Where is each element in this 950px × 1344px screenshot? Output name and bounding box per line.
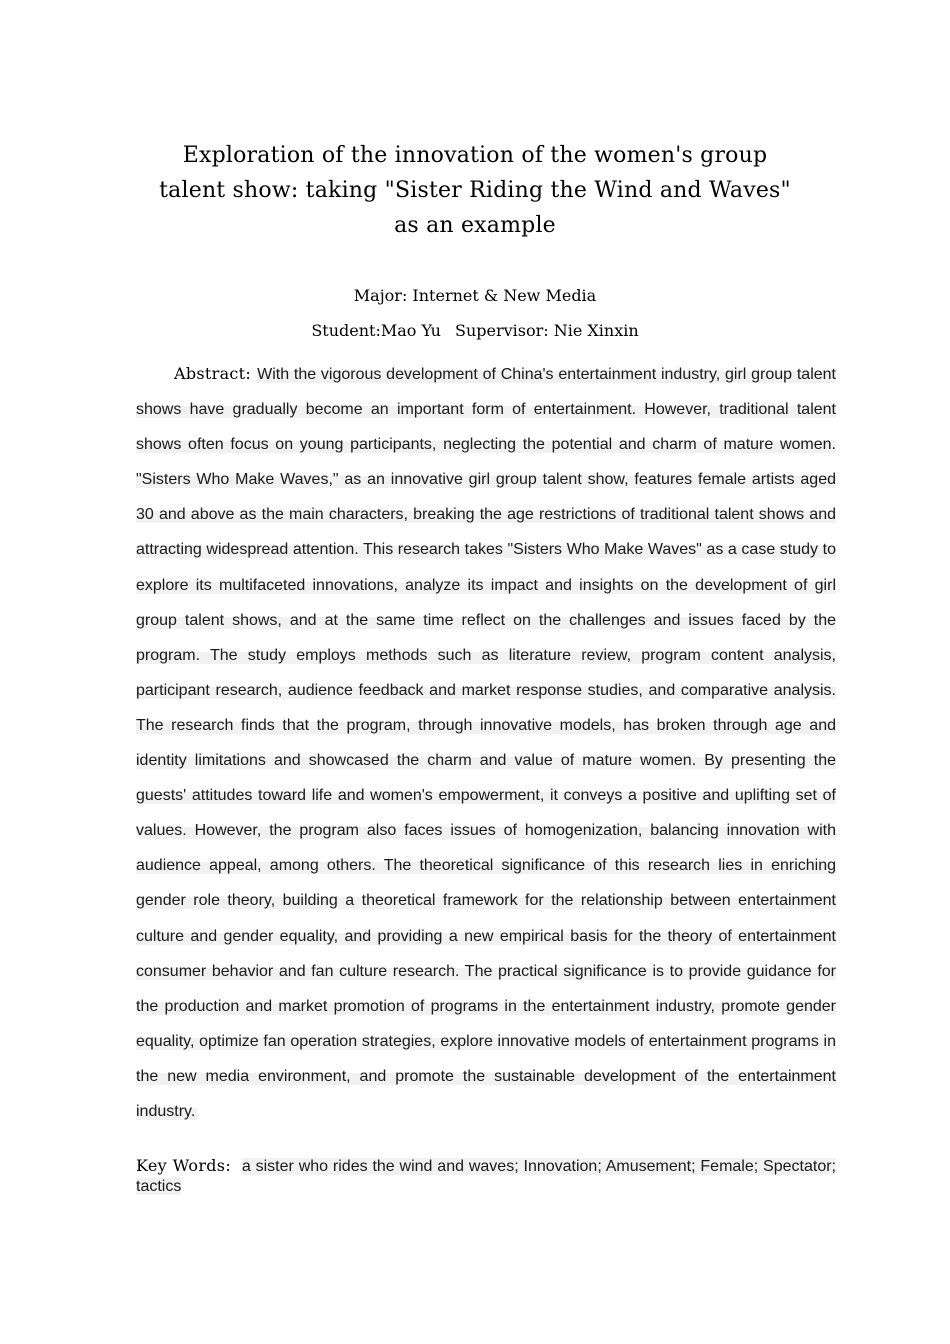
title-line-1: Exploration of the innovation of the women's group xyxy=(182,143,768,168)
abstract-label: Abstract: xyxy=(174,364,252,383)
title-line-3: as an example xyxy=(394,213,556,238)
title-line-2: talent show: taking "Sister Riding the Wind and Waves" xyxy=(159,178,791,203)
keywords-label: Key Words: xyxy=(136,1156,232,1175)
abstract-body: With the vigorous development of China's entertainment industry, girl group talent shows have gradually become an important form of entertainment. However, traditional talent shows often focus on young participants, neglecting the potential and charm of mature women. "Sisters Who Make Waves," as an innovative girl group talent show, features female artists aged 30 and above as the main characters, breaking the age restrictions of traditional talent shows and attracting widespread attention. This research takes "Sisters Who Make Waves" as a case study to explore its multifaceted innovations, analyze its impact and insights on the development of girl group talent shows, and at the same time reflect on the challenges and issues faced by the program. The study employs methods such as literature review, program content analysis, participant research, audience feedback and market response studies, and comparative analysis. The research finds that the program, through innovative models, has broken through age and identity limitations and showcased the charm and value of mature women. By presenting the guests' attitudes toward life and women's empowerment, it conveys a positive and uplifting set of values. However, the program also faces issues of homogenization, balancing innovation with audience appeal, among others. The theoretical significance of this research lies in enriching gender role theory, building a theoretical framework for the relationship between entertainment culture and gender equality, and providing a new empirical basis for the theory of entertainment consumer behavior and fan culture research. The practical significance is to provide guidance for the production and market promotion of programs in the entertainment industry, promote gender equality, optimize fan operation strategies, explore innovative models of entertainment programs in the new media environment, and promote the sustainable development of the entertainment industry. xyxy=(136,366,836,1120)
author-line xyxy=(120,321,830,340)
supervisor-name: Supervisor: Nie Xinxin xyxy=(454,321,639,340)
keywords-body: a sister who rides the wind and waves; Innovation; Amusement; Female; Spectator; tactics xyxy=(136,1158,836,1195)
major-line: Major: Internet & New Media xyxy=(353,286,597,305)
abstract-section xyxy=(136,356,836,1129)
paper-title xyxy=(120,138,830,243)
student-name: Student:Mao Yu xyxy=(311,321,441,340)
keywords-section xyxy=(136,1156,836,1197)
